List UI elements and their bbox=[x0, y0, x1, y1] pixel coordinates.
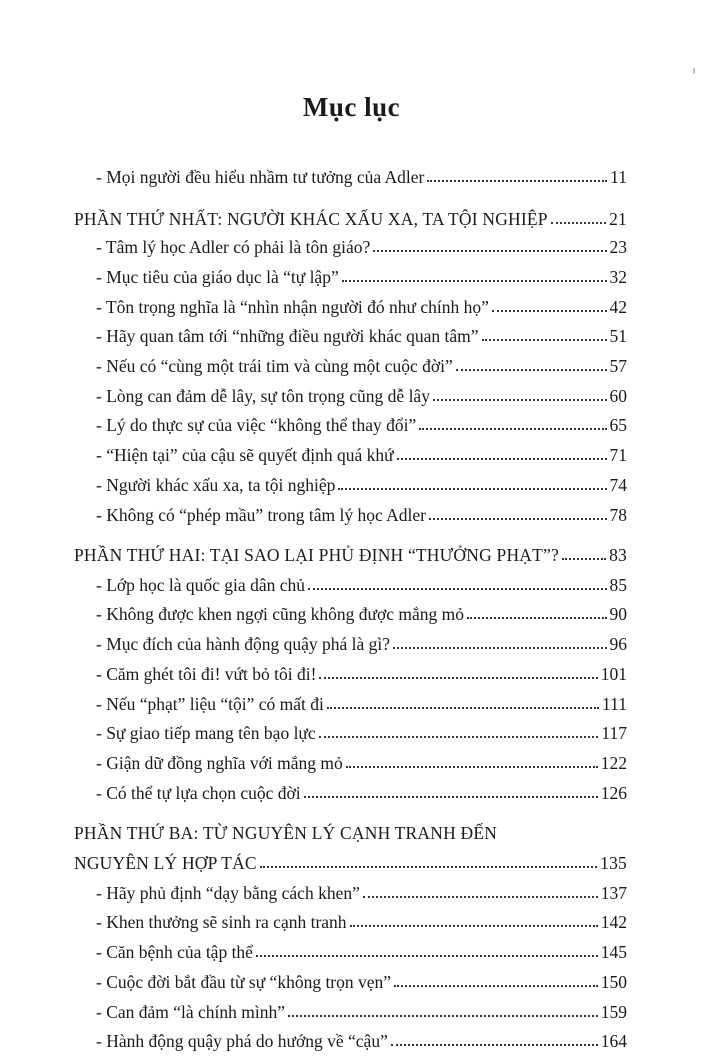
toc-entry: - Tâm lý học Adler có phải là tôn giáo? 23 bbox=[96, 237, 627, 257]
toc-entry: - Hành động quậy phá do hướng về “cậu” 164 bbox=[96, 1031, 627, 1051]
toc-entry: - Người khác xấu xa, ta tội nghiệp 74 bbox=[96, 475, 627, 495]
toc-part-heading: PHẦN THỨ BA: TỪ NGUYÊN LÝ CẠNH TRANH ĐẾN bbox=[74, 823, 498, 843]
toc-entry: - “Hiện tại” của cậu sẽ quyết định quá khứ 71 bbox=[96, 445, 627, 465]
toc-entry: - Lòng can đảm dễ lây, sự tôn trọng cũng dễ lây 60 bbox=[96, 386, 627, 406]
toc-entry: - Lớp học là quốc gia dân chủ 85 bbox=[96, 575, 627, 595]
toc-entry: - Khen thưởng sẽ sinh ra cạnh tranh 142 bbox=[96, 912, 627, 932]
toc-entry: - Mọi người đều hiểu nhầm tư tưởng của Adler 11 bbox=[96, 167, 627, 187]
toc-entry: - Căm ghét tôi đi! vứt bỏ tôi đi! 101 bbox=[96, 664, 627, 684]
toc-entry: - Mục tiêu của giáo dục là “tự lập” 32 bbox=[96, 267, 627, 287]
toc-entry: - Giận dữ đồng nghĩa với mắng mỏ 122 bbox=[96, 753, 627, 773]
toc-entry: - Mục đích của hành động quậy phá là gì? 96 bbox=[96, 634, 627, 654]
toc-entry: - Sự giao tiếp mang tên bạo lực 117 bbox=[96, 723, 627, 743]
toc-entry: - Hãy quan tâm tới “những điều người khác quan tâm” 51 bbox=[96, 326, 627, 346]
toc-part-heading: NGUYÊN LÝ HỢP TÁC 135 bbox=[74, 853, 627, 873]
toc-part-heading: PHẦN THỨ NHẤT: NGƯỜI KHÁC XẤU XA, TA TỘI NGHIỆP 21 bbox=[74, 209, 627, 229]
toc-entry: - Không có “phép mầu” trong tâm lý học Adler 78 bbox=[96, 505, 627, 525]
toc-entry: - Nếu “phạt” liệu “tội” có mất đi 111 bbox=[96, 694, 627, 714]
toc-entry: - Cuộc đời bắt đầu từ sự “không trọn vẹn” 150 bbox=[96, 972, 627, 992]
toc-entry: - Có thể tự lựa chọn cuộc đời 126 bbox=[96, 783, 627, 803]
page-mark bbox=[693, 68, 695, 74]
toc-entry: - Tôn trọng nghĩa là “nhìn nhận người đó như chính họ” 42 bbox=[96, 297, 627, 317]
toc-entry: - Lý do thực sự của việc “không thể thay đổi” 65 bbox=[96, 415, 627, 435]
page-title: Mục lục bbox=[302, 92, 401, 122]
toc-entry: - Căn bệnh của tập thể 145 bbox=[96, 942, 627, 962]
toc-entry: - Nếu có “cùng một trái tim và cùng một cuộc đời” 57 bbox=[96, 356, 627, 376]
toc-part-heading: PHẦN THỨ HAI: TẠI SAO LẠI PHỦ ĐỊNH “THƯỞNG PHẠT”? 83 bbox=[74, 545, 627, 565]
toc-entry: - Hãy phủ định “dạy bằng cách khen” 137 bbox=[96, 883, 627, 903]
toc-entry: - Không được khen ngợi cũng không được mắng mỏ 90 bbox=[96, 604, 627, 624]
toc-entry: - Can đảm “là chính mình” 159 bbox=[96, 1002, 627, 1022]
